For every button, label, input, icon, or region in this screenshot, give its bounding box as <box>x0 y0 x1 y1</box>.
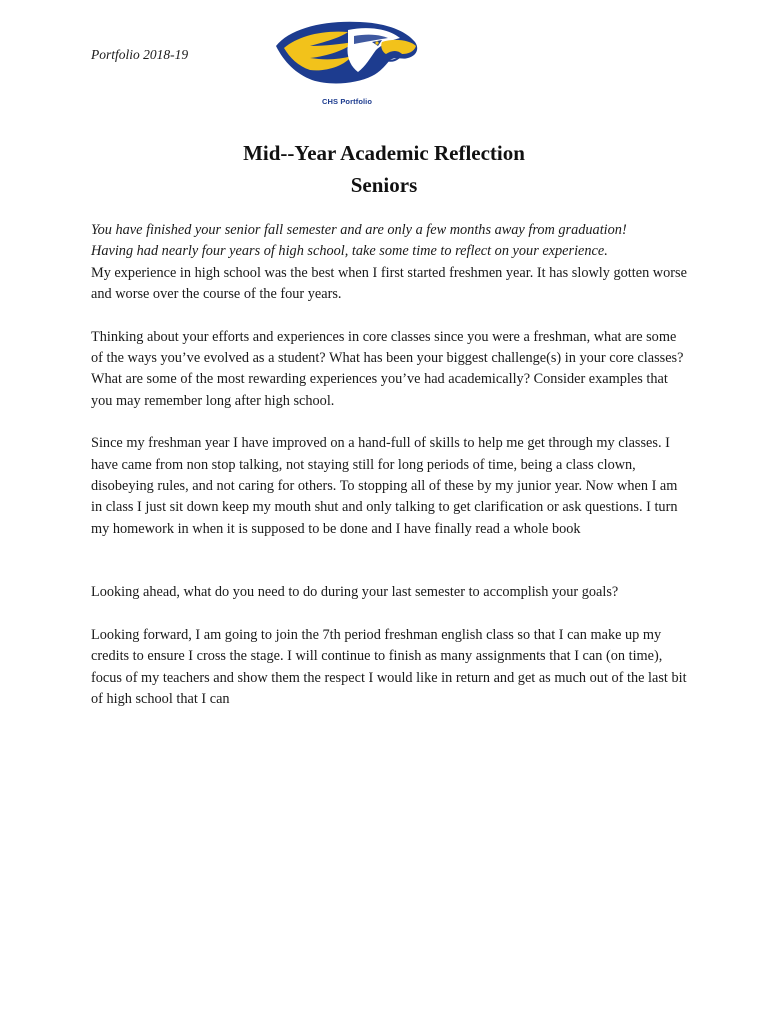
logo-caption: CHS Portfolio <box>322 97 373 106</box>
intro-line-2: Having had nearly four years of high school, take some time to reflect on your experience. <box>91 243 608 260</box>
title-line-2: Seniors <box>350 173 418 197</box>
prompt-last-semester: Looking ahead, what do you need to do during your last semester to accomplish your goals? <box>91 584 619 601</box>
portfolio-label: Portfolio 2018-19 <box>91 47 189 62</box>
title-line-1: Mid--Year Academic Reflection <box>243 141 525 165</box>
answer-core-classes: Since my freshman year I have improved on a hand-full of skills to help me get through my classes. I have came from non stop talking, not staying still for long periods of time, being a class clown, disobeying rules, and not caring for others. To stopping all of these by my junior year. Now when I am in class I just sit down keep my mouth shut and only talking to get clarification or ask questions. I turn my homework in when it is supposed to be done and I have finally read a whole book <box>91 435 678 537</box>
answer-last-semester: Looking forward, I am going to join the 7th period freshman english class so that I can make up my credits to ensure I cross the stage. I will continue to finish as many assignments that I can (on time), focus of my teachers and show them the respect I would like in return and get as much out of the last bit of high school that I can <box>91 626 687 707</box>
document-title <box>0 137 768 201</box>
eagle-head-logo-icon <box>270 16 420 114</box>
intro-line-1: You have finished your senior fall semester and are only a few months away from graduation! <box>91 222 627 238</box>
answer-experience: My experience in high school was the best when I first started freshmen year. It has slowly gotten worse and worse over the course of the four years. <box>91 264 687 303</box>
prompt-core-classes: Thinking about your efforts and experiences in core classes since you were a freshman, what are some of the ways you’ve evolved as a student? What has been your biggest challenge(s) in your core classes? What are some of the most rewarding experiences you’ve had academically? Consider examples that you may remember long after high school. <box>91 328 684 409</box>
reflection-content <box>91 220 691 710</box>
